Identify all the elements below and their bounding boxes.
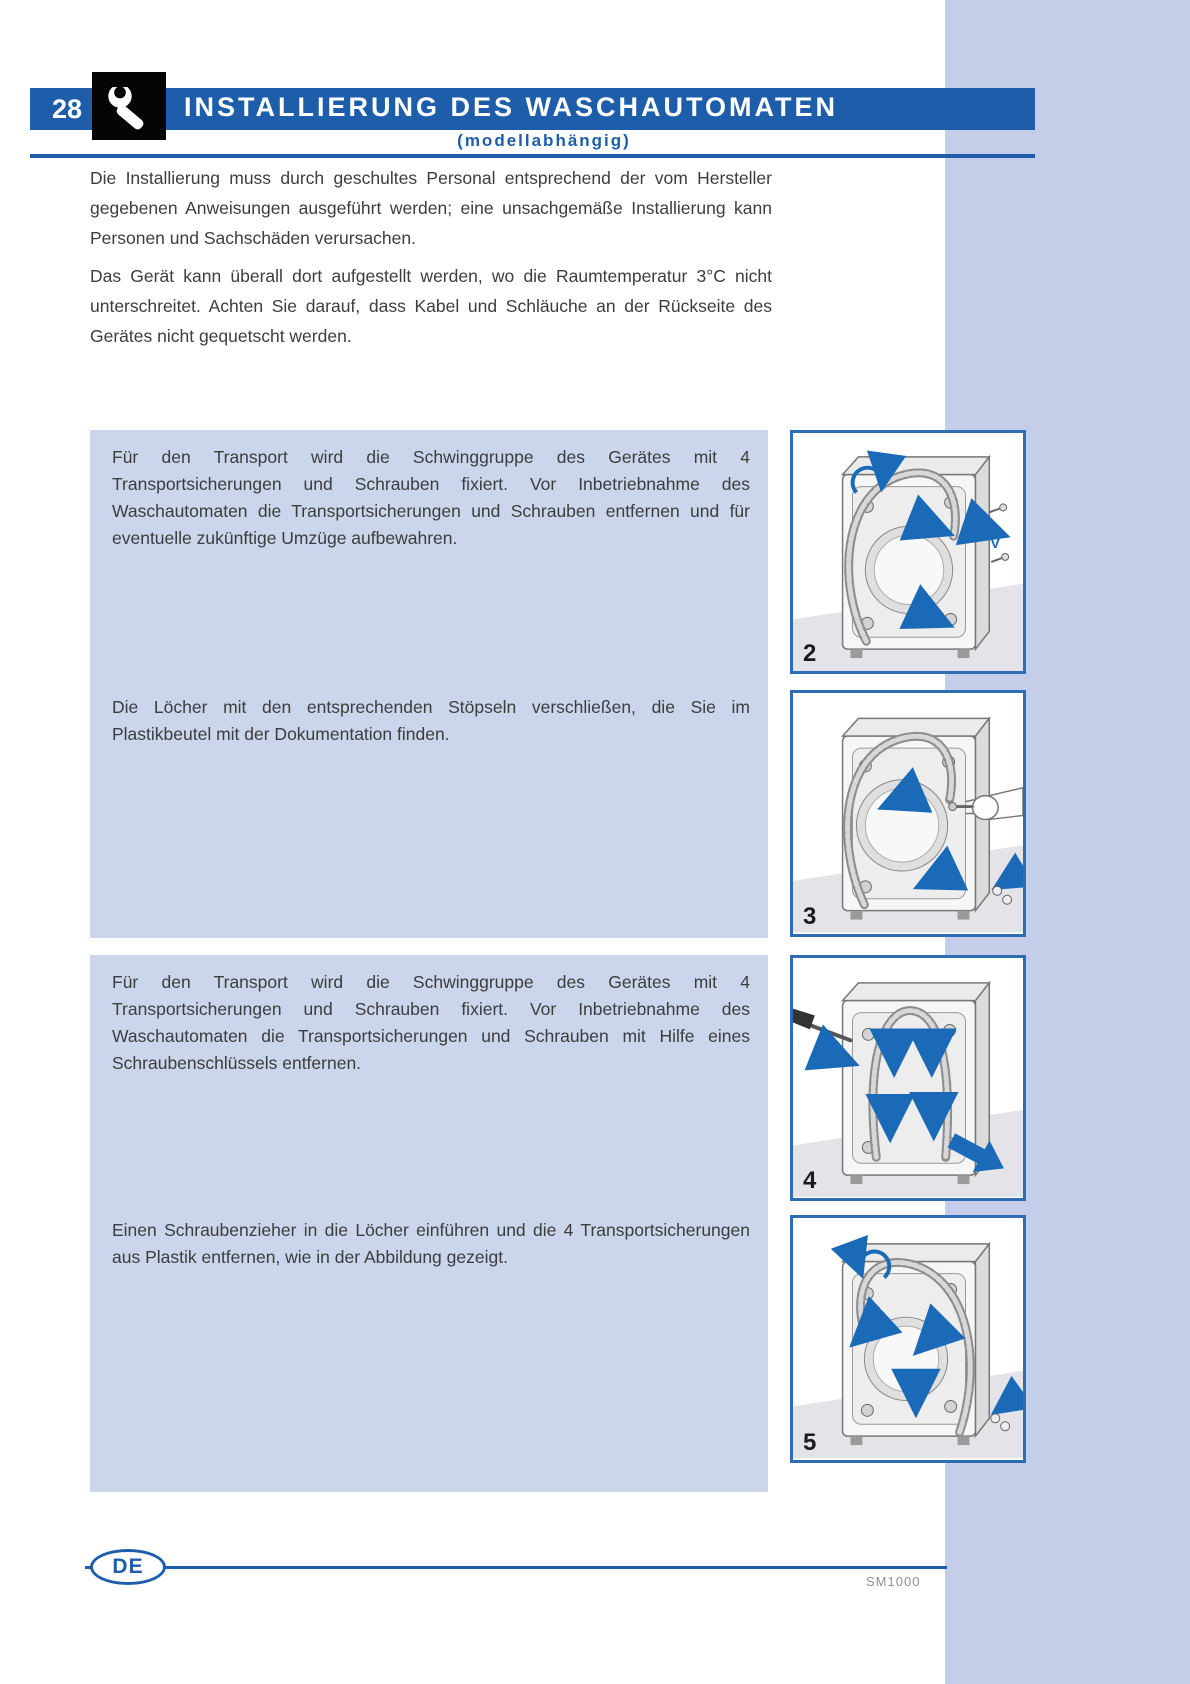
figure-5-illustration: [793, 1218, 1023, 1460]
model-number: SM1000: [866, 1574, 921, 1589]
intro-paragraph-2: Das Gerät kann überall dort aufgestellt werden, wo die Raumtemperatur 3°C nicht unterschreitet. Achten Sie darauf, dass Kabel und Schläuche an der Rückseite des Gerätes nicht gequetscht werden.: [90, 266, 772, 347]
figure-label: 4: [803, 1167, 817, 1194]
wrench-icon: [100, 79, 158, 133]
section-1-paragraph-1: Für den Transport wird die Schwinggruppe des Gerätes mit 4 Transportsicherungen und Schrauben fixiert. Vor Inbetriebnahme des Waschautomaten die Transportsicherungen und Schrauben entfernen und für eventuelle zukünftige Umzüge aufbewahren.: [112, 447, 750, 549]
page-number: 28: [52, 94, 83, 124]
figure-label: 3: [803, 903, 817, 930]
figure-2-frame: [790, 430, 1026, 674]
figure-label: 5: [803, 1429, 817, 1456]
section-1-panel: [90, 430, 768, 938]
figure-3-illustration: [793, 693, 1023, 934]
figure-4-frame: [790, 955, 1026, 1201]
figure-label: 2: [803, 640, 817, 667]
section-2-panel: [90, 955, 768, 1492]
page-subtitle: (modellabhängig): [457, 131, 631, 150]
figure-2-illustration: [793, 433, 1023, 671]
intro-paragraph-1: Die Installierung muss durch geschultes Personal entsprechend der vom Hersteller gegebenen Anweisungen ausgeführt werden; eine unsachgemäße Installierung kann Personen und Sachschäden verursachen.: [90, 168, 772, 249]
figure-4-illustration: [793, 958, 1023, 1198]
header-rule: [30, 154, 1035, 158]
section-1-paragraph-2: Die Löcher mit den entsprechenden Stöpseln verschließen, die Sie im Plastikbeutel mit der Dokumentation finden.: [112, 697, 750, 745]
footer-rule: [85, 1566, 947, 1569]
figure-5-frame: [790, 1215, 1026, 1463]
washer-rear-view: [843, 718, 990, 919]
language-badge: DE: [90, 1549, 166, 1585]
tool-plate: [92, 72, 166, 140]
section-2-paragraph-1: Für den Transport wird die Schwinggruppe des Gerätes mit 4 Transportsicherungen und Schrauben fixiert. Vor Inbetriebnahme des Waschautomaten die Transportsicherungen und Schrauben mit Hilfe eines Schraubenschlüssels entfernen.: [112, 972, 750, 1074]
page-title: INSTALLIERUNG DES WASCHAUTOMATEN: [184, 92, 838, 122]
figure-3-frame: [790, 690, 1026, 937]
v-mark: V: [990, 536, 1001, 553]
section-2-paragraph-2: Einen Schraubenzieher in die Löcher einführen und die 4 Transportsicherungen aus Plastik entfernen, wie in der Abbildung gezeigt.: [112, 1220, 750, 1268]
